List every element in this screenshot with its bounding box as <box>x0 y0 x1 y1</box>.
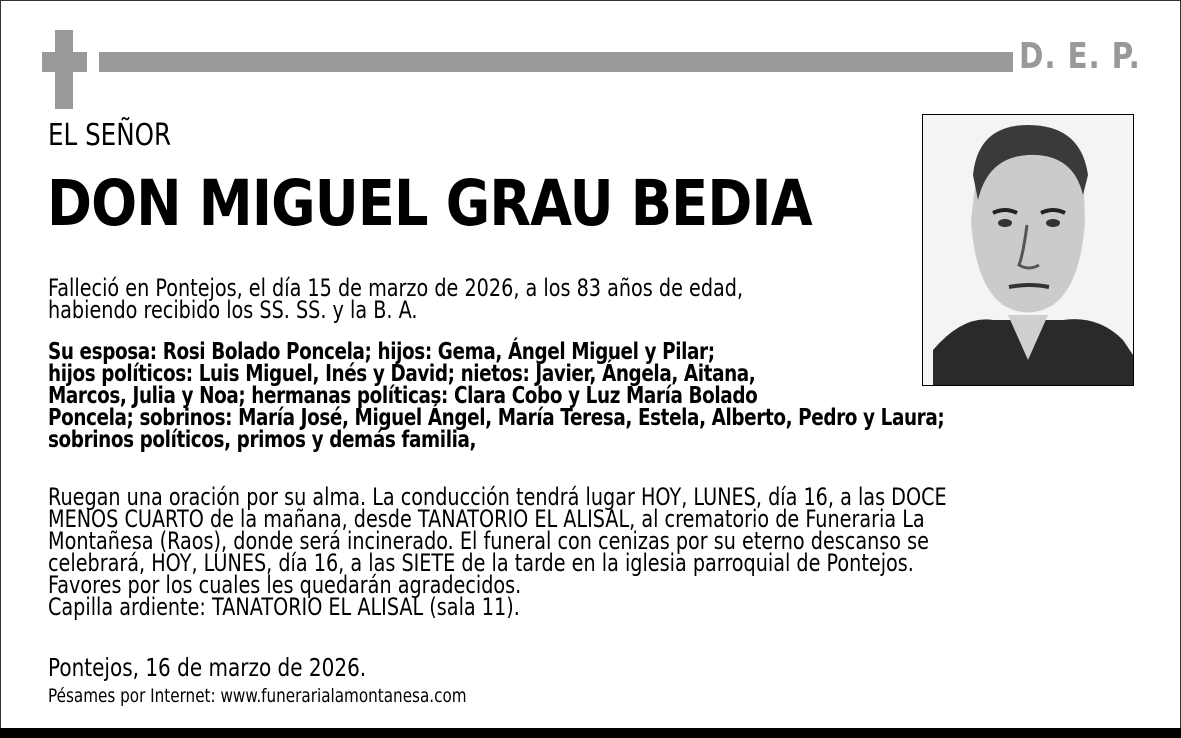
service-line: Montañesa (Raos), donde será incinerado. El funeral con cenizas por su eterno descanso se <box>48 527 929 555</box>
death-notice-line: habiendo recibido los SS. SS. y la B. A. <box>48 296 418 324</box>
place-date: Pontejos, 16 de marzo de 2026. <box>48 653 367 682</box>
condolences-link[interactable]: Pésames por Internet: www.funerarialamontanesa.com <box>48 685 467 707</box>
family-line: sobrinos políticos, primos y demás familia, <box>48 427 477 453</box>
honorific-prefix: EL SEÑOR <box>48 118 172 153</box>
service-details <box>48 483 947 621</box>
service-line: MENOS CUARTO de la mañana, desde TANATORIO EL ALISAL, al crematorio de Funeraria La <box>48 505 925 533</box>
family-line: Poncela; sobrinos: María José, Miguel Ángel, María Teresa, Estela, Alberto, Pedro y Laura; <box>48 405 945 431</box>
portrait-photo <box>922 114 1134 386</box>
death-notice <box>48 274 744 324</box>
family-line: hijos políticos: Luis Miguel, Inés y David; nietos: Javier, Ángela, Aitana, <box>48 361 756 387</box>
family-line: Marcos, Julia y Noa; hermanas políticas: Clara Cobo y Luz María Bolado <box>48 383 758 409</box>
service-line: Ruegan una oración por su alma. La conducción tendrá lugar HOY, LUNES, día 16, a las DOCE <box>48 483 947 511</box>
dep-label: D. E. P. <box>1019 36 1141 77</box>
deceased-name: DON MIGUEL GRAU BEDIA <box>47 167 812 240</box>
family-list <box>48 341 944 451</box>
service-line: celebrará, HOY, LUNES, día 16, a las SIETE de la tarde en la iglesia parroquial de Pontejos. <box>48 549 914 577</box>
service-line: Capilla ardiente: TANATORIO EL ALISAL (sala 11). <box>48 593 520 621</box>
death-notice-line: Falleció en Pontejos, el día 15 de marzo de 2026, a los 83 años de edad, <box>48 274 744 302</box>
bottom-border <box>0 728 1181 738</box>
portrait-icon <box>923 115 1133 385</box>
family-line: Su esposa: Rosi Bolado Poncela; hijos: Gema, Ángel Miguel y Pilar; <box>48 339 715 365</box>
latin-cross-icon-arm <box>42 52 87 72</box>
header-rule <box>99 52 1013 72</box>
service-line: Favores por los cuales les quedarán agradecidos. <box>48 571 522 599</box>
